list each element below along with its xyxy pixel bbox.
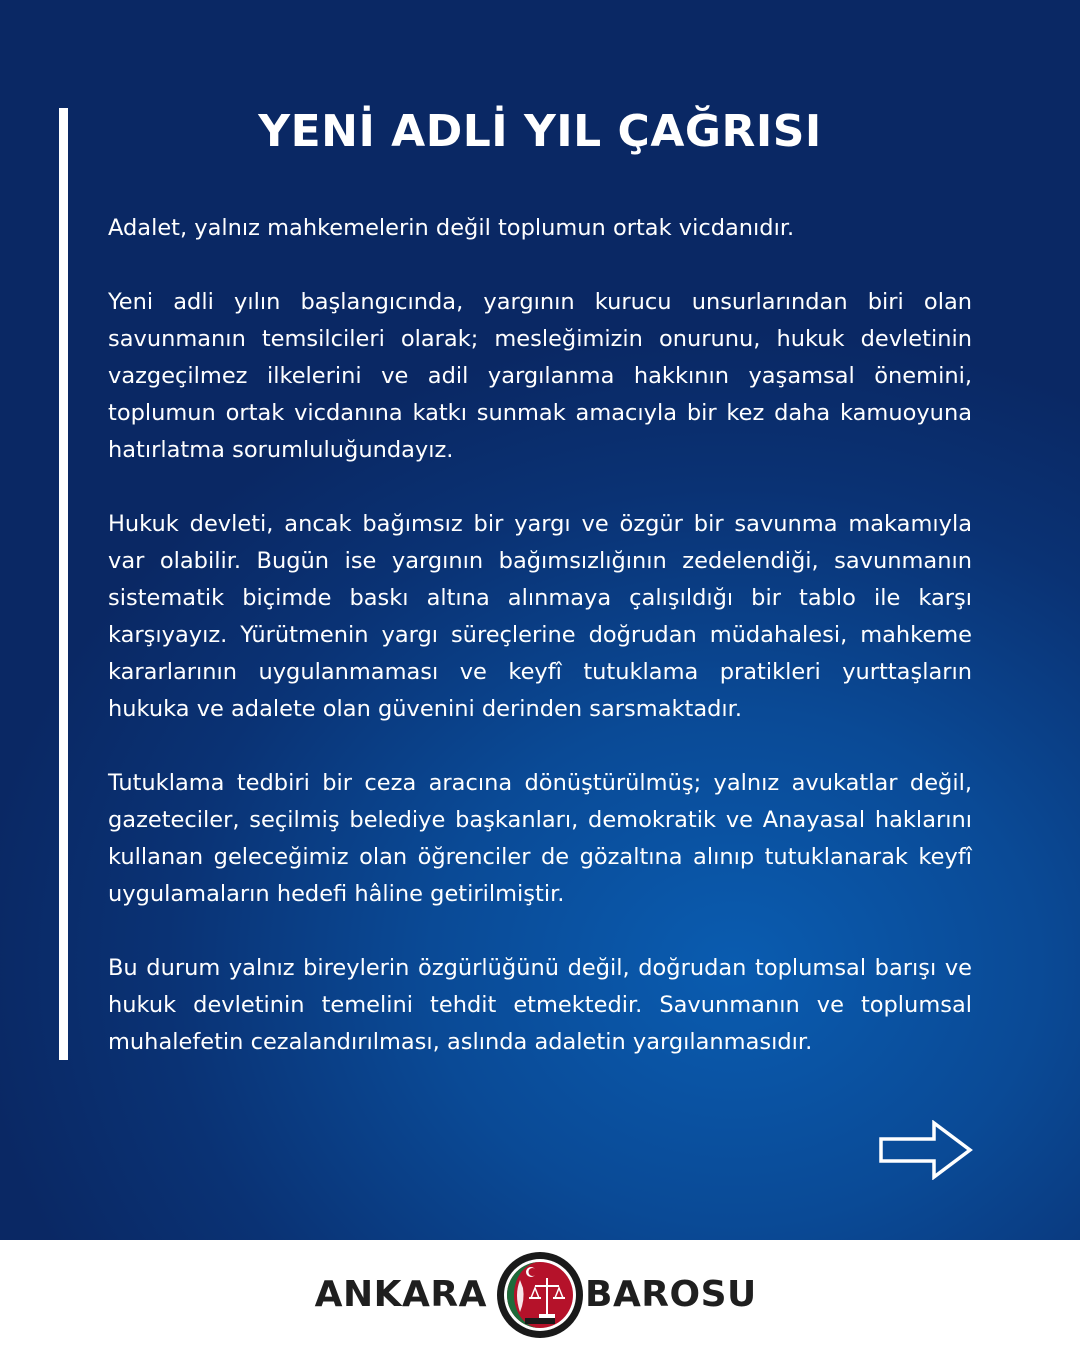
paragraph-3: Hukuk devleti, ancak bağımsız bir yargı ve özgür bir savunma makamıyla var olabilir. Bugün ise yargının bağımsızlığının zedelendiği, savunmanın sistematik biçimde baskı altına alınmaya çalışıldığı bir tablo ile karşı karşıyayız. Yürütmenin yargı süreçlerine doğrudan müdahalesi, mahkeme kararlarının uygulanmaması ve keyfî tutuklama pratikleri yurttaşların hukuka ve adalete olan güvenini derinden sarsmaktadır. (108, 511, 972, 722)
left-accent-bar (59, 108, 68, 1060)
brand-name-ankara: ANKARA (314, 1274, 487, 1315)
announcement-body (108, 210, 972, 1061)
right-arrow-icon[interactable] (878, 1120, 974, 1180)
paragraph-4: Tutuklama tedbiri bir ceza aracına dönüştürülmüş; yalnız avukatlar değil, gazeteciler, seçilmiş belediye başkanları, demokratik ve Anayasal haklarını kullanan geleceğimiz olan öğrenciler de gözaltına alınıp tutuklanarak keyfî uygulamaların hedefi hâline getirilmiştir. (108, 770, 972, 907)
bar-association-seal-icon (495, 1250, 585, 1340)
paragraph-2: Yeni adli yılın başlangıcında, yargının kurucu unsurlarından biri olan savunmanın temsilcileri olarak; mesleğimizin onurunu, hukuk devletinin vazgeçilmez ilkelerini ve adil yargılanma hakkının yaşamsal önemini, toplumun ortak vicdanına katkı sunmak amacıyla bir kez daha kamuoyuna hatırlatma sorumluluğundayız. (108, 289, 972, 463)
paragraph-1: Adalet, yalnız mahkemelerin değil toplumun ortak vicdanıdır. (108, 215, 795, 241)
page-title: YENİ ADLİ YIL ÇAĞRISI (258, 106, 822, 157)
paragraph-5: Bu durum yalnız bireylerin özgürlüğünü değil, doğrudan toplumsal barışı ve hukuk devletinin temelini tehdit etmektedir. Savunmanın ve toplumsal muhalefetin cezalandırılması, aslında adaletin yargılanmasıdır. (108, 955, 972, 1055)
brand-name-barosu: BAROSU (585, 1274, 757, 1315)
